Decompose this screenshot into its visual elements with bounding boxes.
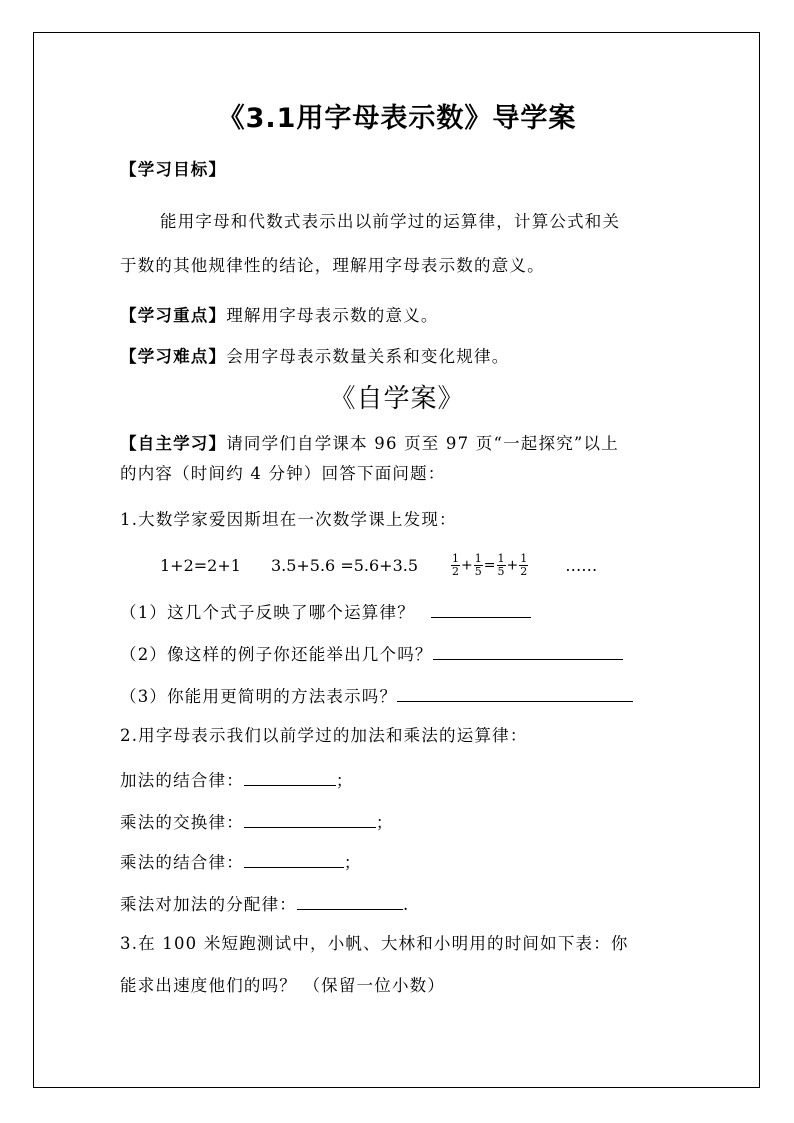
key-point-text: 理解用字母表示数的意义。: [226, 306, 439, 325]
sub-question-3-text: （3）你能用更简明的方法表示吗？: [120, 687, 398, 706]
q2-blank-2[interactable]: [244, 810, 376, 828]
fraction-1: $\frac{1}{2}$: [452, 551, 460, 578]
example-2: 3.5+5.6 =5.6+3.5: [270, 555, 419, 575]
objective-line-1: 能用字母和代数式表示出以前学过的运算律，计算公式和关: [160, 212, 621, 231]
q2-item-2-end: ；: [375, 813, 394, 832]
objective-label: [120, 160, 226, 180]
q2-item-4: [120, 892, 409, 915]
difficulty-label: 【学习难点】: [120, 347, 227, 366]
q2-item-2-text: 乘法的交换律：: [120, 813, 244, 832]
self-study-text: 请同学们自学课本 96 页至 97 页“一起探究”以上: [226, 434, 619, 453]
objective-line-2: 于数的其他规律性的结论，理解用字母表示数的意义。: [120, 256, 545, 275]
answer-blank-3[interactable]: [397, 684, 633, 702]
objective-heading: 【学习目标】: [120, 160, 227, 179]
q2-item-1-text: 加法的结合律：: [120, 771, 244, 790]
page-title: 《3.1用字母表示数》导学案: [217, 103, 577, 134]
ellipsis: ……: [565, 555, 598, 575]
q2-blank-4[interactable]: [297, 892, 403, 910]
question-3-line-1: 3.在 100 米短跑测试中，小帆、大林和小明用的时间如下表：你: [120, 934, 629, 953]
fraction-3: $\frac{1}{5}$: [497, 551, 505, 578]
self-study-label: 【自主学习】: [120, 434, 227, 453]
examples-row: [160, 548, 597, 582]
q2-item-1: [120, 768, 354, 791]
q2-blank-3[interactable]: [244, 850, 344, 868]
self-study-line-2: 的内容（时间约 4 分钟）回答下面问题：: [120, 464, 446, 483]
question-1: 1.大数学家爱因斯坦在一次数学课上发现：: [120, 510, 457, 529]
sub-question-2: [120, 642, 623, 665]
difficulty-text: 会用字母表示数量关系和变化规律。: [226, 347, 510, 366]
sub-question-3: [120, 684, 633, 707]
fraction-4: $\frac{1}{2}$: [520, 551, 528, 578]
answer-blank-1[interactable]: [431, 600, 531, 618]
q2-item-4-end: .: [403, 895, 410, 914]
question-3-line-2: 能求出速度他们的吗？ （保留一位小数）: [120, 976, 446, 995]
fraction-example: $\frac{1}{2}$ + $\frac{1}{5}$ = $\frac{1}{5}$ + $\frac{1}{2}$: [452, 551, 528, 578]
example-1: 1+2=2+1: [160, 555, 241, 575]
key-point-label: 【学习重点】: [120, 306, 227, 325]
q2-item-2: [120, 810, 394, 833]
q2-item-3-end: ；: [343, 853, 362, 872]
sub-question-2-text: （2）像这样的例子你还能举出几个吗？: [120, 645, 433, 664]
sub-question-1-text: （1）这几个式子反映了哪个运算律？: [120, 603, 415, 622]
q2-blank-1[interactable]: [244, 768, 336, 786]
q2-item-4-text: 乘法对加法的分配律：: [120, 895, 297, 914]
sub-question-1: [120, 600, 531, 623]
section-title: 《自学案》: [329, 384, 465, 414]
q2-item-1-end: ；: [335, 771, 354, 790]
self-study-line-1: [120, 434, 619, 454]
difficulty: [120, 347, 509, 367]
answer-blank-2[interactable]: [433, 642, 623, 660]
q2-item-3-text: 乘法的结合律：: [120, 853, 244, 872]
key-point: [120, 306, 439, 326]
question-2: 2.用字母表示我们以前学过的加法和乘法的运算律：: [120, 726, 528, 745]
q2-item-3: [120, 850, 362, 873]
fraction-2: $\frac{1}{5}$: [474, 551, 482, 578]
